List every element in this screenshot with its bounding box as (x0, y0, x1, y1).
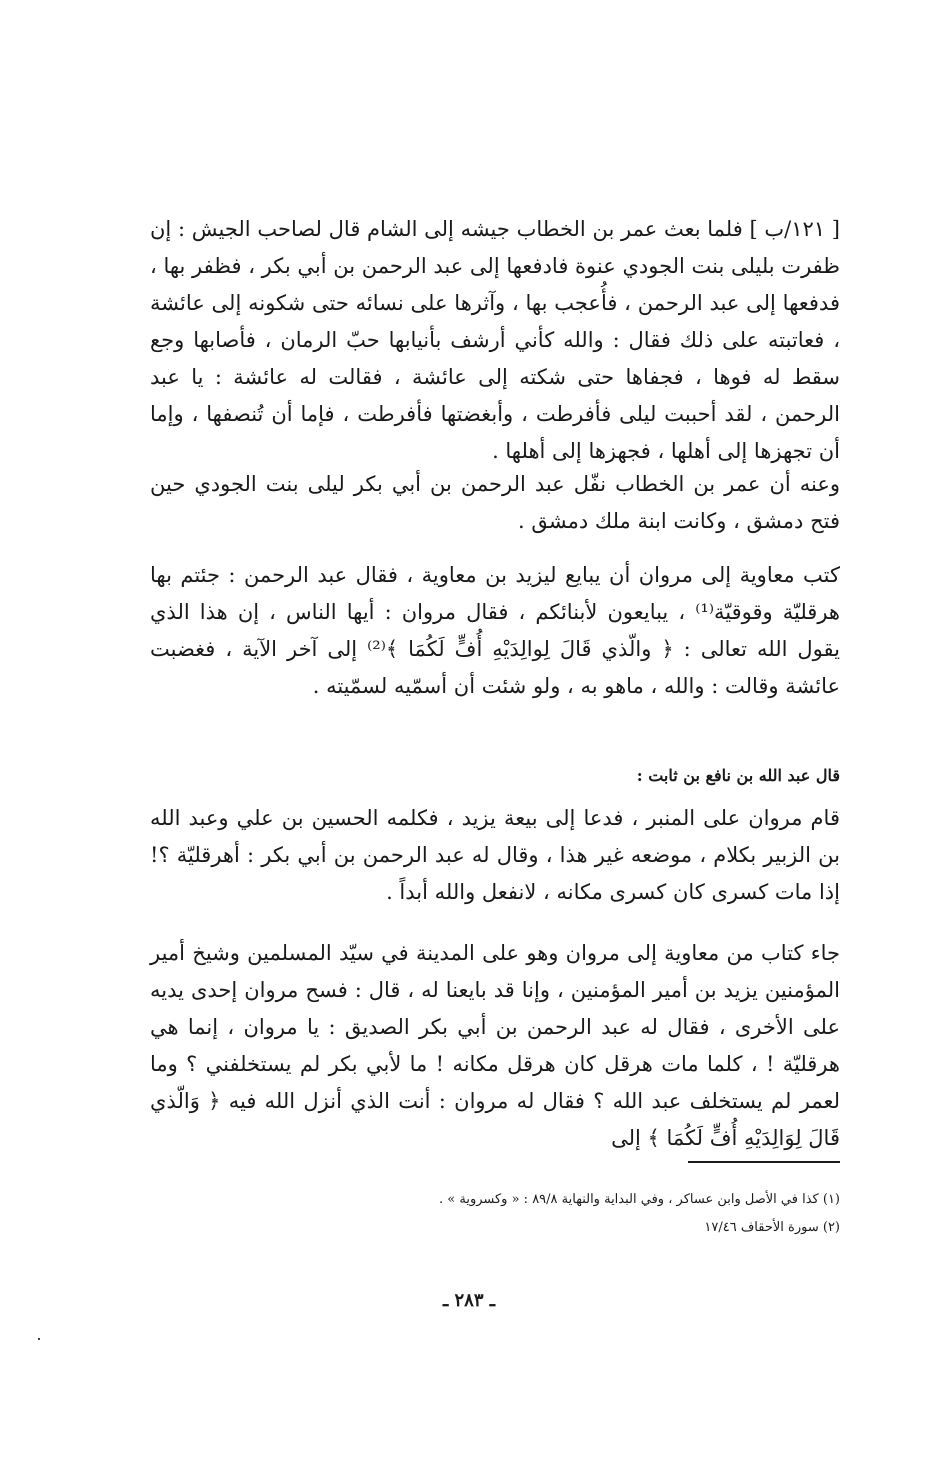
scan-speck (38, 1338, 40, 1340)
section-heading (150, 764, 840, 788)
paragraph-5 (150, 935, 840, 1157)
footnote-1: (١) كذا في الأصل وابن عساكر ، وفي البداية والنهاية ٨٩/٨ : « وكسروية » . (439, 1192, 840, 1207)
paragraph-4 (150, 800, 840, 911)
footnotes (300, 1186, 840, 1242)
page-number: ـ ٢٨٣ ـ (442, 1290, 496, 1311)
paragraph-text: جاء كتاب من معاوية إلى مروان وهو على المدينة في سيّد المسلمين وشيخ أمير المؤمنين يزيد بن أمير المؤمنين ، وإنا قد بايعنا له ، قال : فسح مروان إحدى يديه على الأخرى ، فقال له عبد الرحمن بن أبي بكر الصديق : يا مروان ، إنما هي هرقليّة ! ، كلما مات هرقل كان هرقل مكانه ! ما لأبي بكر لم يستخلفني ؟ وما لعمر لم يستخلف عبد الله ؟ فقال له مروان : أنت الذي أنزل الله فيه ﴿ وَالّذي قَالَ لِوَالِدَيْهِ أُفٍّ لَكُمَا ﴾ إلى (150, 941, 840, 1150)
paragraph-text: كتب معاوية إلى مروان أن يبايع ليزيد بن معاوية ، فقال عبد الرحمن : جئتم بها هرقليّة وقوقيّة⁽¹⁾ ، يبايعون لأبنائكم ، فقال مروان : أيها الناس ، إن هذا الذي يقول الله تعالى : ﴿ والّذي قَالَ لِوالِدَيْهِ أُفٍّ لَكُمَا ﴾⁽²⁾ إلى آخر الآية ، فغضبت عائشة وقالت : والله ، ماهو به ، ولو شئت أن أسمّيه لسمّيته . (150, 563, 840, 698)
paragraph-2 (150, 466, 840, 540)
paragraph-text: وعنه أن عمر بن الخطاب نفّل عبد الرحمن بن أبي بكر ليلى بنت الجودي حين فتح دمشق ، وكانت ابنة ملك دمشق . (150, 472, 840, 533)
footnote-divider (688, 1161, 840, 1163)
heading-text: قال عبد الله بن نافع بن ثابت : (636, 766, 840, 785)
paragraph-3 (150, 557, 840, 705)
footnote-2: (٢) سورة الأحقاف ١٧/٤٦ (704, 1220, 840, 1235)
paragraph-text: [ ١٢١/ب ] فلما بعث عمر بن الخطاب جيشه إلى الشام قال لصاحب الجيش : إن ظفرت بليلى بنت الجودي عنوة فادفعها إلى عبد الرحمن بن أبي بكر ، فظفر بها ، فدفعها إلى عبد الرحمن ، فأُعجب بها ، وآثرها على نسائه حتى شكونه إلى عائشة ، فعاتبته على ذلك فقال : والله كأني أرشف بأنيابها حبّ الرمان ، فأصابها وجع سقط له فوها ، فجفاها حتى شكته إلى عائشة ، فقالت له عائشة : يا عبد الرحمن ، لقد أحببت ليلى فأفرطت ، وأبغضتها فأفرطت ، فإما أن تُنصفها ، وإما أن تجهزها إلى أهلها ، فجهزها إلى أهلها . (150, 217, 840, 463)
paragraph-1 (150, 211, 840, 470)
paragraph-text: قام مروان على المنبر ، فدعا إلى بيعة يزيد ، فكلمه الحسين بن علي وعبد الله بن الزبير بكلام ، موضعه غير هذا ، وقال له عبد الرحمن بن أبي بكر : أهرقليّة ؟! إذا مات كسرى كان كسرى مكانه ، لانفعل والله أبداً . (150, 806, 840, 904)
